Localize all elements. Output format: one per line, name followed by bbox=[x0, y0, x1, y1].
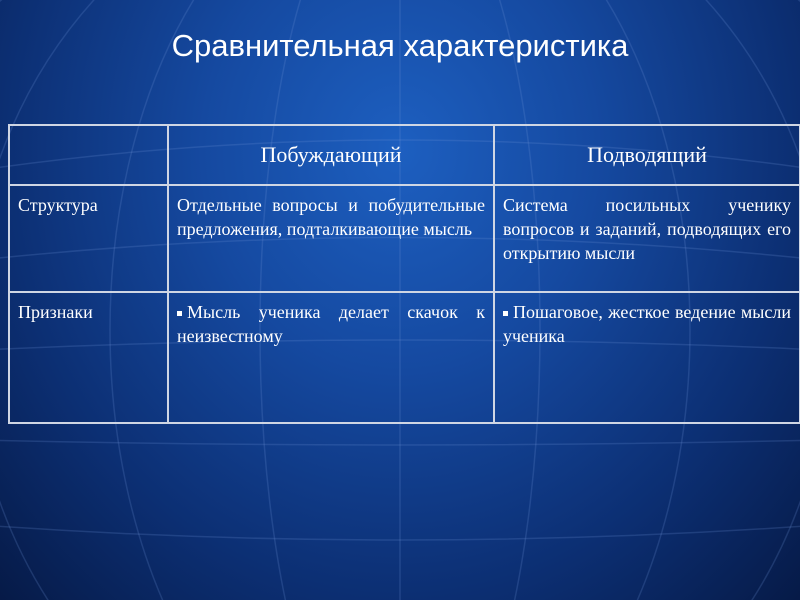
cell-priznaki-pobuzhdayushchiy bbox=[168, 292, 494, 423]
cell-priznaki-podvodyashchiy bbox=[494, 292, 800, 423]
header-cell-empty bbox=[9, 125, 168, 185]
table-row bbox=[9, 292, 800, 423]
slide-title: Сравнительная характеристика bbox=[171, 28, 629, 63]
header-cell-podvodyashchiy: Подводящий bbox=[494, 125, 800, 185]
table-row bbox=[9, 185, 800, 292]
row-label-priznaki: Признаки bbox=[9, 292, 168, 423]
cell-struktura-podvodyashchiy: Система посильных ученику вопросов и заданий, подводящих его открытию мысли bbox=[494, 185, 800, 292]
bullet-icon bbox=[503, 311, 508, 316]
comparison-table bbox=[8, 124, 800, 424]
cell-struktura-pobuzhdayushchiy: Отдельные вопросы и побудительные предложения, подталкивающие мысль bbox=[168, 185, 494, 292]
header-cell-pobuzhdayushchiy: Побуждающий bbox=[168, 125, 494, 185]
cell-priznaki-podvodyashchiy-text: Пошаговое, жесткое ведение мысли ученика bbox=[503, 302, 791, 347]
table-header-row bbox=[9, 125, 800, 185]
cell-priznaki-pobuzhdayushchiy-text: Мысль ученика делает скачок к неизвестному bbox=[177, 302, 485, 347]
row-label-struktura: Структура bbox=[9, 185, 168, 292]
bullet-icon bbox=[177, 311, 182, 316]
